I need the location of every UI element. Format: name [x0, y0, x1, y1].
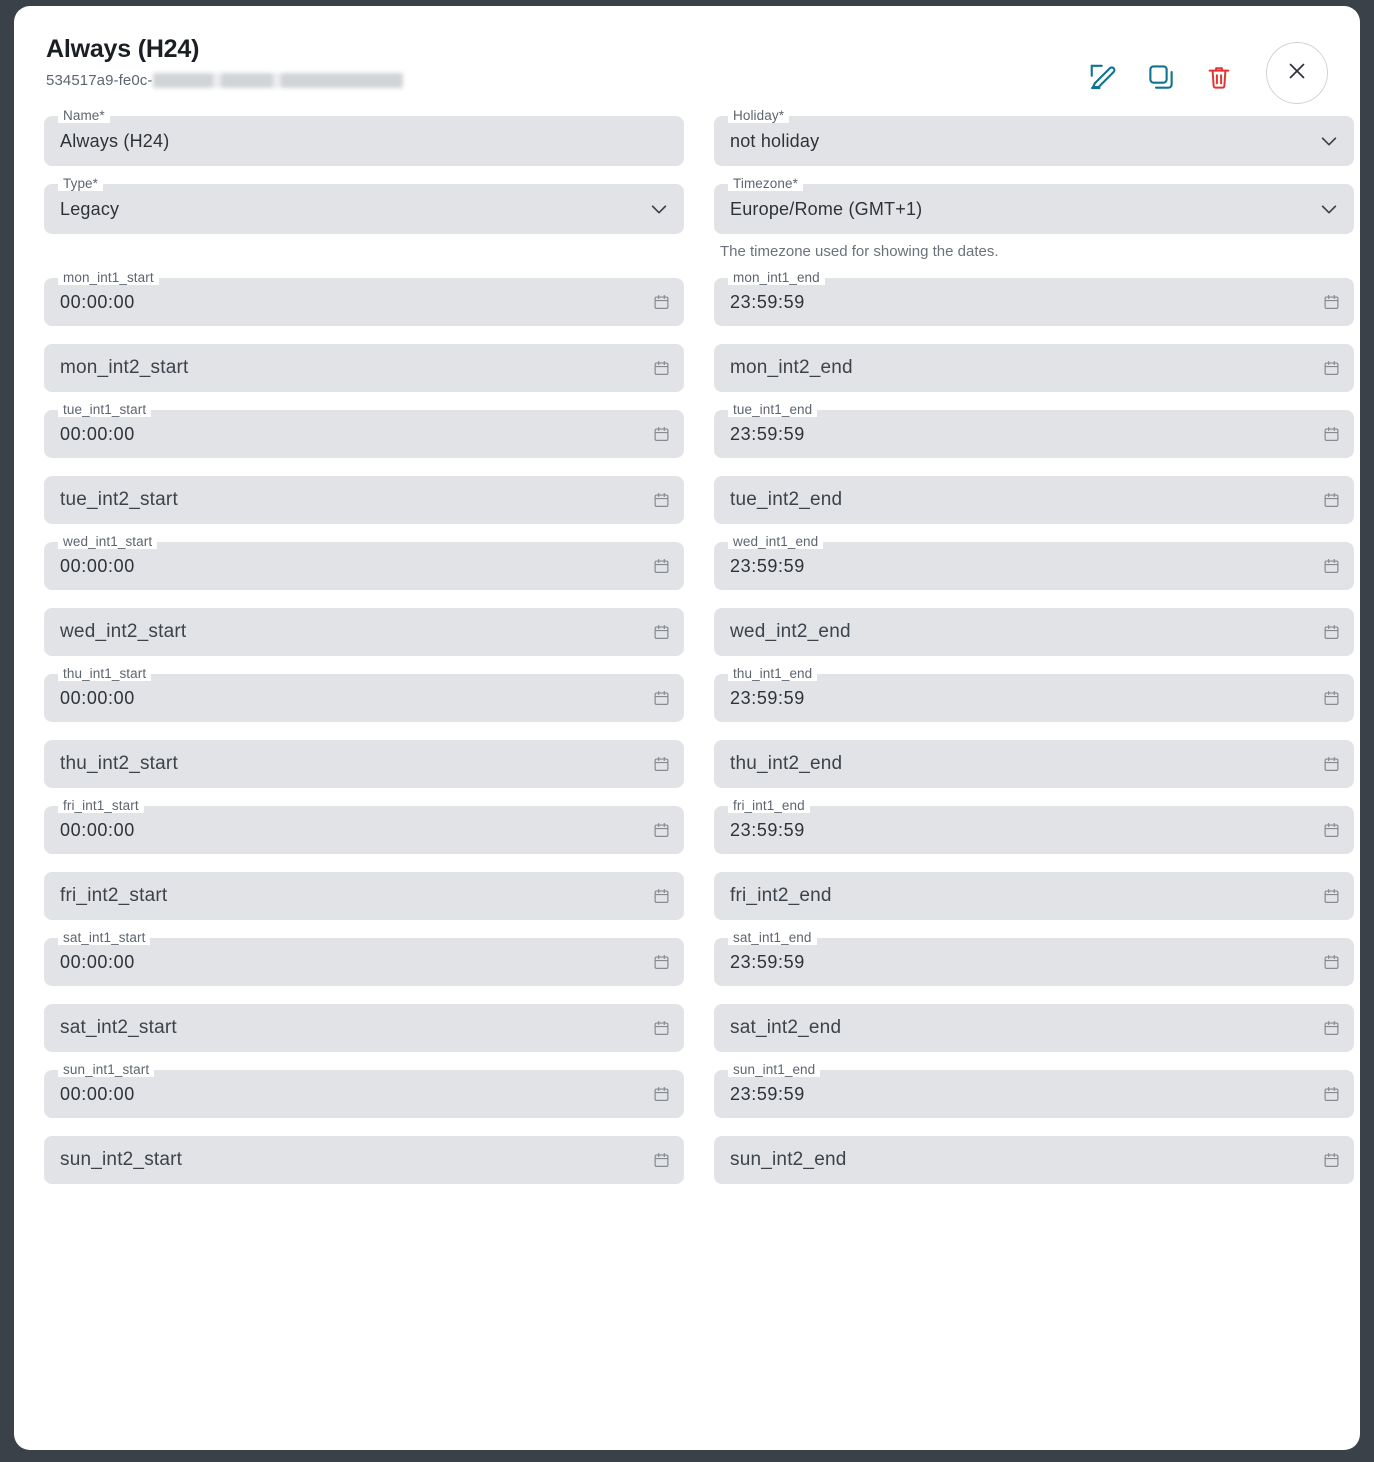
calendar-icon[interactable]: [1323, 558, 1340, 575]
field-placeholder: tue_int2_end: [730, 489, 843, 510]
sun-int2-end-input[interactable]: [714, 1136, 1354, 1184]
field-placeholder: sat_int2_end: [730, 1017, 842, 1038]
wed-int2-start-input[interactable]: [44, 608, 684, 656]
sat-int1-end-input[interactable]: [714, 938, 1354, 986]
calendar-icon[interactable]: [653, 360, 670, 377]
field-value: Legacy: [60, 198, 120, 219]
calendar-icon[interactable]: [653, 756, 670, 773]
field-placeholder: tue_int2_start: [60, 489, 178, 510]
field-label: mon_int1_start: [58, 270, 159, 285]
sat-int2-start-input[interactable]: [44, 1004, 684, 1052]
field-sun-int1-end: [714, 1062, 1354, 1118]
field-thu-int2-end: [714, 740, 1354, 788]
sat-int2-end-input[interactable]: [714, 1004, 1354, 1052]
calendar-icon[interactable]: [653, 954, 670, 971]
sun-int2-start-input[interactable]: [44, 1136, 684, 1184]
field-label: fri_int1_start: [58, 798, 144, 813]
sun-int1-end-input[interactable]: [714, 1070, 1354, 1118]
field-label: Timezone*: [728, 176, 803, 191]
field-placeholder: mon_int2_start: [60, 357, 189, 378]
field-tue-int1-end: [714, 402, 1354, 458]
wed-int2-end-input[interactable]: [714, 608, 1354, 656]
calendar-icon[interactable]: [1323, 492, 1340, 509]
calendar-icon[interactable]: [653, 1086, 670, 1103]
mon-int1-end-input[interactable]: [714, 278, 1354, 326]
timezone-helper-text: The timezone used for showing the dates.: [720, 243, 999, 260]
field-sat-int2-end: [714, 1004, 1354, 1052]
tue-int1-start-input[interactable]: [44, 410, 684, 458]
field-value: not holiday: [730, 130, 820, 151]
field-sun-int1-start: [44, 1062, 684, 1118]
calendar-icon[interactable]: [1323, 294, 1340, 311]
copy-icon: [1146, 62, 1176, 92]
field-mon-int2-end: [714, 344, 1354, 392]
field-holiday: [714, 108, 1354, 166]
page-title: Always (H24): [46, 35, 200, 63]
tue-int2-start-input[interactable]: [44, 476, 684, 524]
field-placeholder: thu_int2_start: [60, 753, 178, 774]
field-value: 23:59:59: [730, 555, 805, 576]
field-fri-int2-end: [714, 872, 1354, 920]
field-value: 23:59:59: [730, 423, 805, 444]
field-wed-int2-end: [714, 608, 1354, 656]
thu-int2-end-input[interactable]: [714, 740, 1354, 788]
field-placeholder: sat_int2_start: [60, 1017, 177, 1038]
field-sat-int2-start: [44, 1004, 684, 1052]
field-tue-int1-start: [44, 402, 684, 458]
field-tue-int2-start: [44, 476, 684, 524]
field-placeholder: sun_int2_start: [60, 1149, 183, 1170]
field-mon-int1-start: [44, 270, 684, 326]
field-label: thu_int1_start: [58, 666, 151, 681]
field-placeholder: fri_int2_start: [60, 885, 168, 906]
calendar-icon[interactable]: [1323, 1086, 1340, 1103]
timezone-select[interactable]: [714, 184, 1354, 234]
calendar-icon[interactable]: [653, 294, 670, 311]
sat-int1-start-input[interactable]: [44, 938, 684, 986]
form-grid: [44, 108, 1330, 1202]
field-value: 23:59:59: [730, 687, 805, 708]
calendar-icon[interactable]: [653, 1020, 670, 1037]
field-label: mon_int1_end: [728, 270, 825, 285]
field-mon-int1-end: [714, 270, 1354, 326]
holiday-select[interactable]: [714, 116, 1354, 166]
fri-int1-end-input[interactable]: [714, 806, 1354, 854]
close-button[interactable]: [1266, 42, 1328, 104]
calendar-icon[interactable]: [653, 426, 670, 443]
type-select[interactable]: [44, 184, 684, 234]
calendar-icon[interactable]: [653, 822, 670, 839]
title-block: [44, 36, 403, 89]
thu-int1-start-input[interactable]: [44, 674, 684, 722]
field-fri-int2-start: [44, 872, 684, 920]
field-value: 23:59:59: [730, 819, 805, 840]
field-label: sun_int1_start: [58, 1062, 154, 1077]
calendar-icon[interactable]: [1323, 954, 1340, 971]
field-type: [44, 176, 684, 260]
field-sat-int1-end: [714, 930, 1354, 986]
field-label: sat_int1_start: [58, 930, 150, 945]
chevron-down-icon[interactable]: [1318, 130, 1340, 152]
field-value: 23:59:59: [730, 291, 805, 312]
field-label: Name*: [58, 108, 110, 123]
calendar-icon[interactable]: [653, 558, 670, 575]
record-id-text: 534517a9-fe0c-: [46, 71, 153, 89]
field-placeholder: wed_int2_end: [730, 621, 851, 642]
calendar-icon[interactable]: [1323, 756, 1340, 773]
calendar-icon[interactable]: [1323, 1020, 1340, 1037]
field-value: 00:00:00: [60, 291, 135, 312]
field-thu-int1-end: [714, 666, 1354, 722]
field-value: 00:00:00: [60, 819, 135, 840]
calendar-icon[interactable]: [1323, 822, 1340, 839]
field-label: sat_int1_end: [728, 930, 817, 945]
mon-int2-end-input[interactable]: [714, 344, 1354, 392]
header-actions: [1086, 36, 1330, 104]
field-fri-int1-end: [714, 798, 1354, 854]
duplicate-button[interactable]: [1144, 60, 1178, 94]
calendar-icon[interactable]: [653, 690, 670, 707]
thu-int2-start-input[interactable]: [44, 740, 684, 788]
trash-icon: [1205, 63, 1233, 91]
calendar-icon[interactable]: [1323, 690, 1340, 707]
calendar-icon[interactable]: [1323, 888, 1340, 905]
tue-int2-end-input[interactable]: [714, 476, 1354, 524]
field-placeholder: thu_int2_end: [730, 753, 843, 774]
tue-int1-end-input[interactable]: [714, 410, 1354, 458]
field-wed-int2-start: [44, 608, 684, 656]
field-value: 00:00:00: [60, 951, 135, 972]
calendar-icon[interactable]: [1323, 360, 1340, 377]
field-wed-int1-end: [714, 534, 1354, 590]
field-tue-int2-end: [714, 476, 1354, 524]
fri-int2-end-input[interactable]: [714, 872, 1354, 920]
field-placeholder: wed_int2_start: [60, 621, 187, 642]
field-value: 00:00:00: [60, 1083, 135, 1104]
calendar-icon[interactable]: [1323, 1152, 1340, 1169]
record-id: [46, 72, 403, 89]
panel-header: [44, 36, 1330, 114]
field-thu-int1-start: [44, 666, 684, 722]
field-value: 00:00:00: [60, 687, 135, 708]
field-label: tue_int1_end: [728, 402, 817, 417]
field-thu-int2-start: [44, 740, 684, 788]
field-label: thu_int1_end: [728, 666, 817, 681]
calendar-icon[interactable]: [653, 888, 670, 905]
chevron-down-icon[interactable]: [1318, 198, 1340, 220]
field-wed-int1-start: [44, 534, 684, 590]
field-value: 00:00:00: [60, 423, 135, 444]
thu-int1-end-input[interactable]: [714, 674, 1354, 722]
field-placeholder: mon_int2_end: [730, 357, 853, 378]
field-value: 23:59:59: [730, 1083, 805, 1104]
name-input[interactable]: [44, 116, 684, 166]
field-label: wed_int1_start: [58, 534, 157, 549]
delete-button[interactable]: [1202, 60, 1236, 94]
field-value: 23:59:59: [730, 951, 805, 972]
wed-int1-end-input[interactable]: [714, 542, 1354, 590]
field-timezone: [714, 176, 1354, 260]
close-icon: [1284, 58, 1310, 89]
calendar-icon[interactable]: [653, 1152, 670, 1169]
field-placeholder: sun_int2_end: [730, 1149, 847, 1170]
field-sat-int1-start: [44, 930, 684, 986]
field-label: Holiday*: [728, 108, 789, 123]
fri-int2-start-input[interactable]: [44, 872, 684, 920]
edit-button[interactable]: [1086, 60, 1120, 94]
field-mon-int2-start: [44, 344, 684, 392]
fri-int1-start-input[interactable]: [44, 806, 684, 854]
field-label: sun_int1_end: [728, 1062, 820, 1077]
calendar-icon[interactable]: [1323, 624, 1340, 641]
field-placeholder: fri_int2_end: [730, 885, 832, 906]
field-label: wed_int1_end: [728, 534, 823, 549]
field-fri-int1-start: [44, 798, 684, 854]
calendar-icon[interactable]: [1323, 426, 1340, 443]
field-value: Always (H24): [60, 130, 170, 151]
pencil-square-icon: [1088, 62, 1118, 92]
calendar-icon[interactable]: [653, 492, 670, 509]
mon-int1-start-input[interactable]: [44, 278, 684, 326]
field-sun-int2-start: [44, 1136, 684, 1184]
field-label: fri_int1_end: [728, 798, 810, 813]
field-label: tue_int1_start: [58, 402, 151, 417]
field-name: [44, 108, 684, 166]
field-value: Europe/Rome (GMT+1): [730, 198, 923, 219]
mon-int2-start-input[interactable]: [44, 344, 684, 392]
chevron-down-icon[interactable]: [648, 198, 670, 220]
detail-panel: [14, 6, 1360, 1450]
field-sun-int2-end: [714, 1136, 1354, 1184]
field-value: 00:00:00: [60, 555, 135, 576]
field-label: Type*: [58, 176, 103, 191]
wed-int1-start-input[interactable]: [44, 542, 684, 590]
calendar-icon[interactable]: [653, 624, 670, 641]
record-id-redacted: [153, 73, 403, 88]
sun-int1-start-input[interactable]: [44, 1070, 684, 1118]
